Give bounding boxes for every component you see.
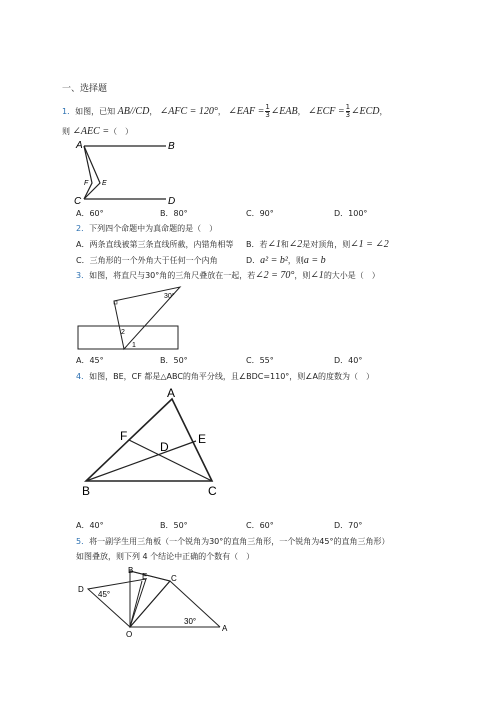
q5-stem-line1 (76, 537, 389, 547)
q1-option-d[interactable]: D．100° (334, 209, 368, 218)
q1-label-e: E (102, 180, 107, 187)
q4-option-d[interactable]: D．70° (334, 521, 363, 530)
q3-stem: 3．如图，将直尺与30°角的三角尺叠放在一起，若∠2 = 70°，则∠1的大小是（ ） (76, 270, 380, 281)
q4-bisector-be (86, 441, 196, 481)
q2-option-c[interactable]: C．三角形的一个外角大于任何一个内角 (76, 256, 218, 265)
q4-option-a[interactable]: A．40° (76, 521, 104, 530)
q5-stem-line2: 如图叠放，则下列 4 个结论中正确的个数有（ ） (76, 552, 255, 561)
q3-ruler (78, 326, 178, 349)
q1-label-d: D (168, 196, 176, 206)
q1-fraction-2: $\frac{1}{3}$ (345, 103, 351, 119)
q1-label-a: A (76, 140, 83, 151)
q1-path-aec (84, 146, 100, 199)
q5-label-d: D (78, 585, 84, 594)
q2-option-d[interactable]: D．a² = b²，则a = b (246, 255, 326, 266)
q1-cond4-pre: ∠ECF = (308, 106, 345, 117)
q2-option-a[interactable]: A．两条直线被第三条直线所截，内错角相等 (76, 240, 234, 249)
q5-label-e: E (142, 572, 148, 581)
q1-cond4-post: ∠ECD (351, 106, 380, 117)
q3-label-30: 30° (164, 293, 175, 300)
q3-option-d[interactable]: D．40° (334, 356, 363, 365)
q5-stem-a: 将一副学生用三角板（一个锐角为30°的直角三角形，一个锐角为45°的直角三角形） (89, 537, 390, 546)
q4-figure (76, 385, 226, 497)
q1-label-f: F (84, 180, 89, 187)
q3-number: 3． (76, 271, 90, 280)
q1-stem-a: 如图，已知 (75, 107, 116, 116)
q5-line-bc (130, 571, 170, 581)
q1-option-a[interactable]: A．60° (76, 209, 104, 218)
q1-figure (70, 138, 180, 206)
q3-option-c[interactable]: C．55° (246, 356, 274, 365)
q3-option-b[interactable]: B．50° (160, 356, 188, 365)
q2-stem-text: 下列四个命题中为真命题的是（ ） (89, 224, 218, 233)
q1-option-c[interactable]: C．90° (246, 209, 274, 218)
q3-label-2: 2 (121, 329, 125, 336)
q4-label-e: E (198, 432, 207, 446)
q1-label-b: B (168, 141, 175, 152)
q1-number: 1． (62, 107, 76, 116)
q5-label-45: 45° (98, 590, 111, 599)
q5-label-b: B (128, 566, 134, 575)
q1-cond2: ∠AFC = 120° (159, 106, 218, 117)
q1-option-b[interactable]: B．80° (160, 209, 188, 218)
q4-label-d: D (160, 440, 169, 454)
q1-cond1: AB//CD (117, 106, 150, 117)
q1-cond3-pre: ∠EAF = (228, 106, 265, 117)
q2-option-b[interactable]: B．若∠1和∠2是对顶角，则∠1 = ∠2 (246, 239, 389, 250)
q4-label-f: F (120, 429, 128, 443)
q4-stem-text: 如图，BE，CF 都是△ABC的角平分线，且∠BDC=110°，则∠A的度数为（ ） (89, 372, 374, 381)
q4-stem (76, 372, 374, 382)
q1-label-c: C (74, 196, 82, 206)
q2-number: 2． (76, 224, 90, 233)
q5-number: 5． (76, 537, 90, 546)
q5-label-o: O (126, 630, 133, 639)
q4-option-b[interactable]: B．50° (160, 521, 188, 530)
q1-ask: ∠AEC = (72, 126, 110, 137)
q5-label-30: 30° (184, 617, 197, 626)
q1-ask-line (62, 127, 133, 137)
q4-triangle (86, 399, 212, 481)
q5-figure (76, 565, 236, 640)
q1-cond3-post: ∠EAB (270, 106, 298, 117)
q2-stem (76, 224, 217, 234)
q3-figure (76, 285, 186, 353)
q1-stem-line: 1．如图，已知 AB//CD， ∠AFC = 120°， ∠EAF = $\frac{1}{3}$ ∠EAB， ∠ECF = $\frac{1}{3}$ ∠ECD， (62, 103, 388, 119)
q4-label-a: A (167, 386, 176, 400)
q5-label-c: C (171, 574, 177, 583)
q5-label-a: A (222, 624, 228, 633)
q5-triangle-45 (88, 579, 146, 627)
q3-option-a[interactable]: A．45° (76, 356, 104, 365)
q4-number: 4． (76, 372, 90, 381)
section-title: 一、选择题 (62, 84, 108, 94)
q1-fraction-1: $\frac{1}{3}$ (265, 103, 270, 119)
q4-label-c: C (208, 484, 217, 497)
q4-option-c[interactable]: C．60° (246, 521, 274, 530)
q4-label-b: B (82, 484, 91, 497)
q1-stem-b: 则 (62, 127, 70, 136)
q3-label-1: 1 (132, 342, 136, 349)
q1-paren: （ ） (109, 127, 134, 136)
